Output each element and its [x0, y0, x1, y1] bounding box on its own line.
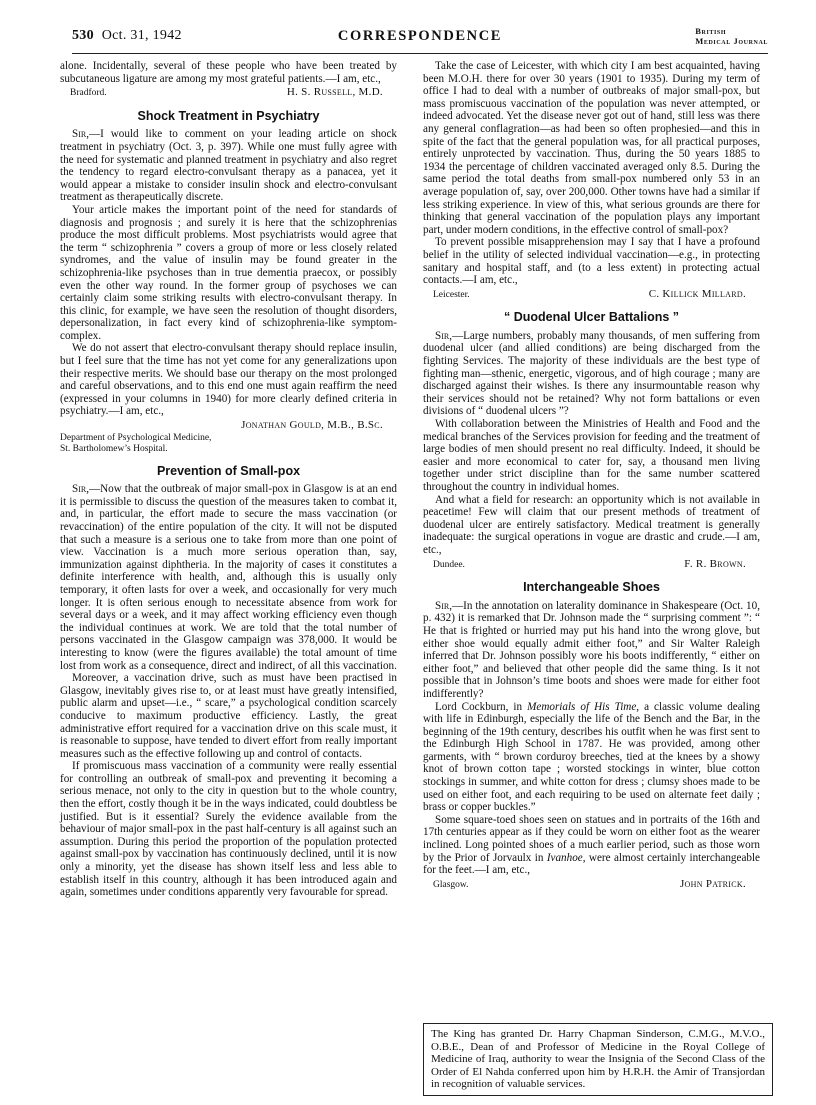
shoes-p2-book-title: Memorials of His Time	[527, 700, 637, 713]
shoes-signer	[423, 878, 760, 892]
issue-date: Oct. 31, 1942	[101, 28, 182, 43]
shoes-place: Glasgow.	[433, 879, 469, 890]
duodenal-place: Dundee.	[433, 559, 465, 570]
shock-affiliation-line1: Department of Psychological Medicine,	[60, 432, 212, 443]
smallpox-heading: Prevention of Small-pox	[156, 463, 301, 478]
smallpox-signer	[423, 288, 760, 302]
smallpox-cont-paragraph-1: Take the case of Leicester, with which city I am best acquainted, having been M.O.H. there for over 30 years (1901 to 1935). During my term of office I had to deal with a number of outbreaks of major small-pox, but mass promiscuous vaccination of the population was never attempted, or indeed advocated. Yet the disease never got out of hand, still less was there any general conflagration—as had been so often prophesied—and this in spite of the fact that the general population was, for all practical purposes, entirely unprotected by vaccination. Thus, during the 50 years 1885 to 1934 the percentage of children vaccinated averaged only 8.5. During the same period the total deaths from small-pox numbered only 53 in an average population of, say, over 200,000. Other towns have had a similar if less striking experience. In view of this, what serious grounds are there for thinking that general vaccination of the population plays any important part, under modern conditions, in the effective control of small-pox?	[423, 60, 760, 236]
shock-affiliation-line2: St. Bartholomew’s Hospital.	[60, 443, 168, 454]
duodenal-paragraph-2: With collaboration between the Ministries of Health and Food and the medical branches of the Services provision for feeding and the treatment of large bodies of men should present no real difficulty. Indeed, it should be easier and more economical to cater for, say, a thousand men living together under strict discipline than for the same number scattered throughout the country in individual homes.	[423, 418, 760, 493]
carryover-letter-text: alone. Incidentally, several of these people who have been treated by subcutaneous ligature are among my most grateful patients.—I am, etc.,	[60, 60, 397, 85]
smallpox-paragraph-3: If promiscuous mass vaccination of a community were really essential for controlling an outbreak of small-pox and preventing it becoming a serious menace, not only to the city in question but to the whole country, then the effort, costly though it be in the ways indicated, could doubtless be justified. But is it essential? Surely the evidence available from the behaviour of major small-pox in the past half-century is all against such an assumption. During this period the proportion of the population protected against small-pox by vaccination has continuously declined, until it is now only a minority, yet the disease has shown itself less and less able to establish itself in this country, although it has been introduced again and again, sometimes under conditions apparently very favourable for spread.	[60, 760, 397, 899]
smallpox-paragraph-2: Moreover, a vaccination drive, such as must have been practised in Glasgow, inevitably gives rise to, or at least must have greatly intensified, public alarm and upset—i.e., “ scare,” a psychological condition scarcely conducive to maximum productive efficiency. Lastly, the great administrative effort required for a vaccination drive on this scale must, it is reasonable to suppose, have tended to divert effort from really important measures such as the effective following up and control of contacts.	[60, 672, 397, 760]
journal-name-line2: Medical Journal	[695, 36, 768, 46]
duodenal-paragraph-1-text: —Large numbers, probably many thousands, of men suffering from duodenal ulcer (and allied conditions) are being discharged from the fighting Services. The majority of these individuals are the best type of fighting man—sthenic, energetic, vigorous, and of high courage ; many are discharged against their wishes. Is there any insurmountable reason why their services should not be retained? Why not form battalions or even divisions of “ duodenal ulcers ”?	[423, 329, 760, 418]
duodenal-paragraph-3: And what a field for research: an opportunity which is not available in peacetime! Few will claim that our present methods of treatment of duodenal ulcer are entirely satisfactory. Medical treatment is generally inadequate: the surgical operations in vogue are drastic and crude.—I am, etc.,	[423, 493, 760, 556]
smallpox-paragraph-1-text: —Now that the outbreak of major small-pox in Glasgow is at an end it is permissible to discuss the question of the measures taken to combat it, and, in particular, the effort made to secure the mass vaccination (or revaccination) of the entire population of the city. It will not be disputed that such a measure is a serious one to take from more than one point of view. Vaccination is a much more serious operation than, say, immunization against diphtheria. In the majority of cases it constitutes a definite interference with health, and, although this is usually only temporary, it often lasts for over a week, and occasionally for very much longer. It is often serious enough to necessitate absence from work for several days or a week, and it may affect working efficiency even though the individual continues at work. We are told that the total number of persons vaccinated in the Glasgow campaign was 378,000. It would be interesting to know (were the figures available) the total amount of time lost from work as a consequence, direct and indirect, of all this vaccination.	[60, 483, 397, 672]
shoes-paragraph-1	[423, 600, 760, 701]
shock-treatment-paragraph-2: Your article makes the important point of the need for standards of diagnosis and prognosis ; and surely it is here that the schizophrenias produce the most difficult problems. Most psychiatrists would agree that the term “ schizophrenia ” covers a group of more or less closely related syndromes, and the value of insulin may be found greater in the schizophrenia-like psychoses than in true dementia praecox, or possibly even the other way round. In the former group of psychoses we can certainly claim some striking results with electro-convulsant therapy. In this clinic, for example, we have seen the resolution of thought disorders, depersonalization, in fact every kind of schizophrenia-like symptom-complex.	[60, 203, 397, 342]
page-number: 530	[72, 28, 94, 43]
smallpox-salutation: Sir,	[72, 483, 89, 496]
duodenal-salutation: Sir,	[435, 329, 452, 342]
left-column	[60, 60, 397, 899]
shock-affiliation	[60, 433, 397, 455]
shoes-p3-book-title: Ivanhoe	[546, 851, 583, 864]
shock-paragraph-1-text: —I would like to comment on your leading article on shock treatment in psychiatry (Oct. 3, p. 397). While one must fully agree with the need for systematic and planned treatment in psychiatry and also regret the tendency to regard electro-convulsant therapy as a panacea, yet it would appear a mistake to consider insulin shock and electro-convulsant treatment as therapeutically discrete.	[60, 128, 397, 204]
smallpox-signature: C. Killick Millard.	[648, 287, 746, 300]
shock-salutation: Sir,	[72, 128, 89, 141]
shock-signature: Jonathan Gould, M.B., B.Sc.	[241, 419, 383, 432]
honours-notice-box: The King has granted Dr. Harry Chapman Sinderson, C.M.G., M.V.O., O.B.E., Dean of and Professor of Medicine in the Royal College of Medicine of Iraq, authority to wear the Insignia of the Second Class of the Order of El Nahda conferred upon him by H.R.H. the Amir of Transjordan in recognition of valuable services.	[423, 1023, 773, 1096]
shock-treatment-paragraph-1	[60, 128, 397, 204]
carryover-signature: H. S. Russell, M.D.	[286, 86, 383, 99]
carryover-signer	[60, 86, 397, 100]
duodenal-signature: F. R. Brown.	[684, 557, 746, 570]
smallpox-place: Leicester.	[433, 289, 470, 300]
shoes-heading: Interchangeable Shoes	[523, 580, 660, 595]
duodenal-signer	[423, 558, 760, 572]
shoes-p3-before: Some square-toed shoes seen on statues and in portraits of the 16th and 17th centuries appear as if they could be worn on either foot as the wearer inclined. Long pointed shoes of a much earlier period, such as those worn by the Prior of Jorvaulx in	[423, 813, 760, 864]
shoes-signature: John Patrick.	[679, 877, 746, 890]
smallpox-cont-paragraph-2: To prevent possible misapprehension may I say that I have a profound belief in the utility of selected individual vaccination—e.g., in protecting sanitary and hospital staff, and (to a less extent) in protecting actual contacts.—I am, etc.,	[423, 236, 760, 287]
running-header	[72, 26, 768, 50]
shoes-paragraph-1-text: —In the annotation on laterality dominance in Shakespeare (Oct. 10, p. 432) it is remarked that Dr. Johnson made the “ surprising comment ”: “ He that is frighted or hurried may put his hand into the wrong glove, but either shoe would equally admit either foot,” and Sir Walter Raleigh inferred that Dr. Johnson possibly wore his boots indifferently, “ either on either foot,” and believed that other people did the same thing. Is it not possible that in Johnson’s time boots and shoes were made for either foot indifferently?	[423, 599, 760, 700]
smallpox-paragraph-1	[60, 483, 397, 672]
section-title: CORRESPONDENCE	[337, 28, 503, 44]
shoes-p3-after: , were almost certainly interchangeable for the feet.—I am, etc.,	[423, 851, 760, 877]
duodenal-paragraph-1	[423, 330, 760, 418]
duodenal-heading: “ Duodenal Ulcer Battalions ”	[503, 310, 680, 325]
shoes-paragraph-2	[423, 701, 760, 814]
carryover-place: Bradford.	[70, 88, 107, 99]
shoes-salutation: Sir,	[435, 599, 452, 612]
shoes-p2-before: Lord Cockburn, in	[435, 700, 528, 713]
header-rule	[72, 53, 768, 54]
shock-treatment-paragraph-3: We do not assert that electro-convulsant therapy should replace insulin, but I feel sure that the time has not yet come for any generalizations upon their respective merits. We should base our therapy on the most prolonged and careful observations, and to this end one must again reaffirm the need (expressed in your columns in 1940) for more clearly defined criteria in psychiatry.—I am, etc.,	[60, 342, 397, 418]
journal-name-line1: British	[695, 26, 727, 36]
right-column	[423, 60, 760, 891]
shoes-p2-after: , a classic volume dealing with life in Edinburgh, especially the life of the Bench and the Bar, in the beginning of the 19th century, describes his outfit when he was first sent to the Edinburgh High School in 1787. He was provided, among other garments, with “ brown corduroy breeches, tied at the knees by a showy knot of brown cotton tape ; worsted stockings in winter, blue cotton stockings in summer, and white cotton for dress ; clumsy shoes made to be used on either foot, and each requiring to be used on alternate feet daily ; brass or copper buckles.”	[423, 700, 761, 814]
journal-name	[695, 26, 768, 46]
shoes-paragraph-3	[423, 814, 760, 877]
shock-treatment-heading: Shock Treatment in Psychiatry	[137, 108, 320, 123]
